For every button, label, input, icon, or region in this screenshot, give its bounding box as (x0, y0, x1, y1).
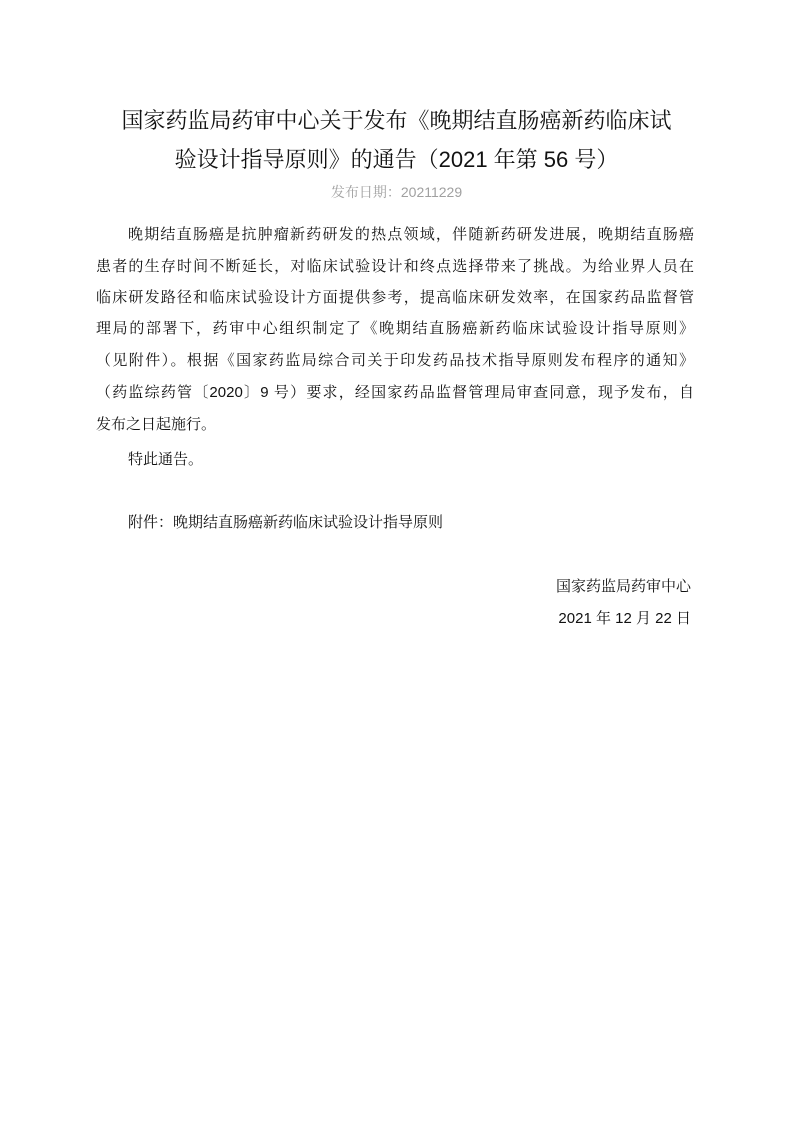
title-line-2: 验设计指导原则》的通告（2021 年第 56 号） (174, 147, 619, 172)
signature-date: 2021 年 12 月 22 日 (558, 610, 691, 627)
attachment-text: 附件：晚期结直肠癌新药临床试验设计指导原则 (128, 514, 444, 531)
body-line: 患者的生存时间不断延长，对临床试验设计和终点选择带来了挑战。为给业界人员在 (96, 258, 694, 275)
body-line: 发布之日起施行。 (96, 416, 217, 433)
publish-date: 发布日期：20211229 (330, 184, 463, 200)
signature-org: 国家药监局药审中心 (555, 578, 691, 595)
body-line: 晚期结直肠癌是抗肿瘤新药研发的热点领域，伴随新药研发进展，晚期结直肠癌 (128, 226, 694, 243)
body-line: 理局的部署下，药审中心组织制定了《晚期结直肠癌新药临床试验设计指导原则》 (96, 320, 694, 337)
title-line-1: 国家药监局药审中心关于发布《晚期结直肠癌新药临床试 (121, 108, 672, 133)
body-line: （见附件）。根据《国家药监局综合司关于印发药品技术指导原则发布程序的通知》 (96, 352, 694, 369)
body-line: （药监综药管〔2020〕9 号）要求，经国家药品监督管理局审查同意，现予发布，自 (96, 384, 694, 401)
closing-text: 特此通告。 (128, 451, 204, 468)
body-line: 临床研发路径和临床试验设计方面提供参考，提高临床研发效率，在国家药品监督管 (96, 289, 694, 306)
